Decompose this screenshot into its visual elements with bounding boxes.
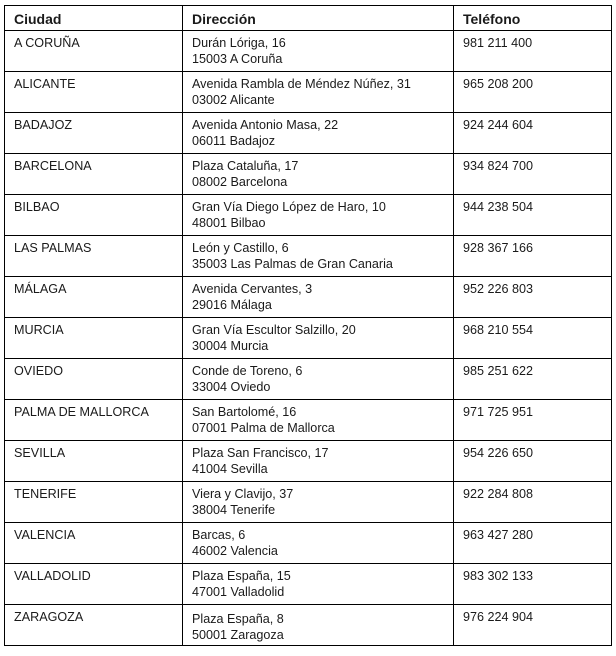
address-street: Gran Vía Diego López de Haro, 10	[192, 200, 386, 214]
table-row	[5, 236, 612, 277]
phone-cell: 922 284 808	[454, 482, 612, 523]
address-street: Barcas, 6	[192, 528, 246, 542]
address-cell	[183, 277, 454, 318]
phone-cell: 985 251 622	[454, 359, 612, 400]
address-postal: 41004 Sevilla	[192, 462, 268, 476]
address-street: León y Castillo, 6	[192, 241, 289, 255]
column-header-city: Ciudad	[5, 6, 183, 31]
city-cell: OVIEDO	[5, 359, 183, 400]
address-street: Gran Vía Escultor Salzillo, 20	[192, 323, 356, 337]
city-cell: A CORUÑA	[5, 31, 183, 72]
address-postal: 29016 Málaga	[192, 298, 272, 312]
address-postal: 47001 Valladolid	[192, 585, 285, 599]
address-cell	[183, 154, 454, 195]
city-cell: ZARAGOZA	[5, 605, 183, 646]
address-cell	[183, 482, 454, 523]
phone-cell: 952 226 803	[454, 277, 612, 318]
address-cell	[183, 195, 454, 236]
address-cell	[183, 72, 454, 113]
table-row	[5, 154, 612, 195]
address-street: San Bartolomé, 16	[192, 405, 297, 419]
address-postal: 50001 Zaragoza	[192, 628, 284, 642]
city-cell: BARCELONA	[5, 154, 183, 195]
table-row	[5, 113, 612, 154]
header-row	[5, 6, 612, 31]
table-row	[5, 195, 612, 236]
phone-cell: 944 238 504	[454, 195, 612, 236]
column-header-address: Dirección	[183, 6, 454, 31]
address-postal: 06011 Badajoz	[192, 134, 276, 148]
address-postal: 08002 Barcelona	[192, 175, 288, 189]
city-cell: ALICANTE	[5, 72, 183, 113]
address-street: Plaza San Francisco, 17	[192, 446, 329, 460]
address-cell	[183, 318, 454, 359]
address-cell	[183, 236, 454, 277]
address-cell	[183, 523, 454, 564]
table-row	[5, 441, 612, 482]
phone-cell: 971 725 951	[454, 400, 612, 441]
table-row	[5, 359, 612, 400]
phone-cell: 976 224 904	[454, 605, 612, 646]
address-street: Conde de Toreno, 6	[192, 364, 303, 378]
address-cell	[183, 605, 454, 646]
city-cell: TENERIFE	[5, 482, 183, 523]
address-street: Viera y Clavijo, 37	[192, 487, 294, 501]
phone-cell: 968 210 554	[454, 318, 612, 359]
address-street: Avenida Antonio Masa, 22	[192, 118, 339, 132]
city-cell: BILBAO	[5, 195, 183, 236]
offices-table	[4, 5, 612, 646]
city-cell: PALMA DE MALLORCA	[5, 400, 183, 441]
address-street: Plaza España, 15	[192, 569, 291, 583]
address-cell	[183, 441, 454, 482]
address-cell	[183, 31, 454, 72]
phone-cell: 934 824 700	[454, 154, 612, 195]
table-header	[5, 6, 612, 31]
address-postal: 48001 Bilbao	[192, 216, 266, 230]
address-postal: 30004 Murcia	[192, 339, 269, 353]
phone-cell: 954 226 650	[454, 441, 612, 482]
address-street: Avenida Cervantes, 3	[192, 282, 313, 296]
address-street: Durán Lóriga, 16	[192, 36, 286, 50]
table-row	[5, 482, 612, 523]
offices-table-wrapper	[4, 5, 612, 646]
phone-cell: 924 244 604	[454, 113, 612, 154]
city-cell: LAS PALMAS	[5, 236, 183, 277]
table-row	[5, 277, 612, 318]
table-row	[5, 31, 612, 72]
phone-cell: 965 208 200	[454, 72, 612, 113]
phone-cell: 981 211 400	[454, 31, 612, 72]
address-street: Plaza España, 8	[192, 612, 284, 626]
address-postal: 03002 Alicante	[192, 93, 275, 107]
city-cell: VALLADOLID	[5, 564, 183, 605]
phone-cell: 928 367 166	[454, 236, 612, 277]
table-row	[5, 72, 612, 113]
table-row	[5, 318, 612, 359]
address-postal: 46002 Valencia	[192, 544, 278, 558]
table-row	[5, 564, 612, 605]
phone-cell: 963 427 280	[454, 523, 612, 564]
city-cell: BADAJOZ	[5, 113, 183, 154]
column-header-phone: Teléfono	[454, 6, 612, 31]
address-postal: 33004 Oviedo	[192, 380, 271, 394]
address-cell	[183, 113, 454, 154]
address-cell	[183, 359, 454, 400]
city-cell: VALENCIA	[5, 523, 183, 564]
table-body	[5, 31, 612, 646]
address-street: Avenida Rambla de Méndez Núñez, 31	[192, 77, 411, 91]
address-cell	[183, 400, 454, 441]
table-row	[5, 605, 612, 646]
table-row	[5, 400, 612, 441]
city-cell: MURCIA	[5, 318, 183, 359]
city-cell: SEVILLA	[5, 441, 183, 482]
address-postal: 15003 A Coruña	[192, 52, 283, 66]
address-postal: 35003 Las Palmas de Gran Canaria	[192, 257, 393, 271]
address-cell	[183, 564, 454, 605]
city-cell: MÁLAGA	[5, 277, 183, 318]
address-postal: 38004 Tenerife	[192, 503, 276, 517]
phone-cell: 983 302 133	[454, 564, 612, 605]
address-street: Plaza Cataluña, 17	[192, 159, 299, 173]
table-row	[5, 523, 612, 564]
address-postal: 07001 Palma de Mallorca	[192, 421, 335, 435]
